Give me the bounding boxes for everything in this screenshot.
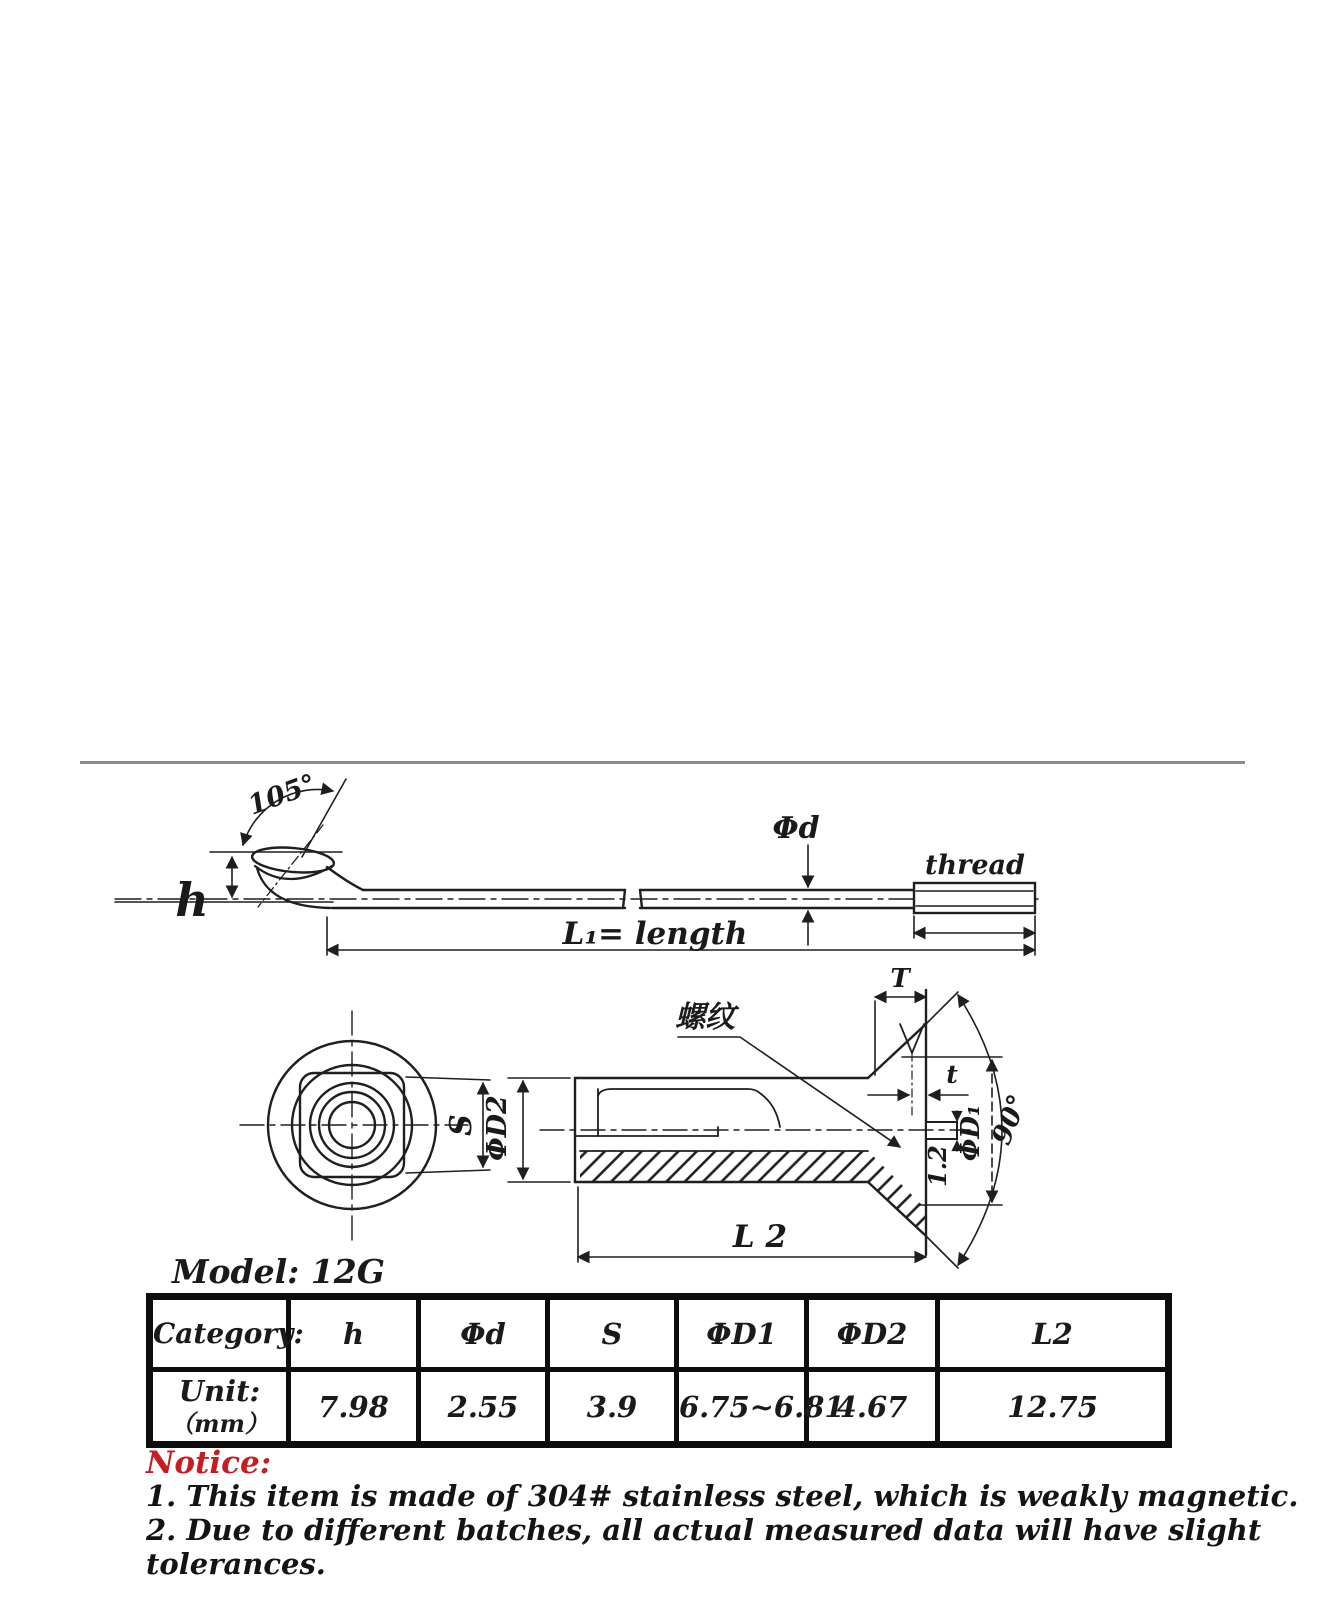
- unit-label: Unit:: [178, 1374, 261, 1409]
- value-phi-d: 2.55: [419, 1370, 548, 1445]
- header-phi-d1: ΦD1: [677, 1297, 807, 1370]
- thread-label: thread: [925, 850, 1025, 881]
- notice-item-1: 1. This item is made of 304# stainless steel, which is weakly magnetic.: [146, 1479, 1299, 1514]
- thread-cn-label: 螺纹: [675, 1000, 735, 1035]
- value-l2: 12.75: [938, 1370, 1169, 1445]
- nipple-diagram: [200, 965, 1180, 1270]
- phi-d2-label: ΦD2: [482, 1095, 513, 1161]
- header-s: S: [548, 1297, 677, 1370]
- s-label: S: [444, 1114, 479, 1136]
- value-phi-d2: 4.67: [807, 1370, 938, 1445]
- phi-d1-label: ΦD₁: [956, 1104, 986, 1162]
- spoke-thread-outline: [914, 883, 1035, 913]
- ninety-degree-label: 90°: [986, 1090, 1035, 1150]
- value-s: 3.9: [548, 1370, 677, 1445]
- section-divider: [80, 761, 1245, 764]
- l2-label: L 2: [732, 1219, 788, 1255]
- phi-d-label: Φd: [772, 811, 820, 846]
- notice-section: [146, 1446, 1326, 1582]
- table-value-row: [150, 1370, 1169, 1445]
- header-l2: L2: [938, 1297, 1169, 1370]
- spec-table: [146, 1293, 1172, 1448]
- notice-item-2: 2. Due to different batches, all actual measured data will have slight tolerances.: [146, 1513, 1262, 1581]
- unit-cell: [150, 1370, 289, 1445]
- length-label: L₁= length: [562, 916, 748, 952]
- table-header-row: [150, 1297, 1169, 1370]
- header-category: Category:: [150, 1297, 289, 1370]
- notice-title: Notice:: [146, 1445, 272, 1481]
- h-label: h: [175, 873, 209, 927]
- value-h: 7.98: [289, 1370, 419, 1445]
- angle-label: 105°: [243, 768, 321, 822]
- header-phi-d2: ΦD2: [807, 1297, 938, 1370]
- unit-mm: （mm）: [170, 1408, 269, 1438]
- nipple-front-view: [240, 1011, 468, 1241]
- t-upper-label: T: [890, 965, 910, 994]
- offset-label: 1.2: [923, 1145, 952, 1187]
- thread-length-dimension: [914, 916, 1035, 955]
- header-h: h: [289, 1297, 419, 1370]
- spoke-head-outline: [251, 825, 363, 908]
- value-phi-d1: 6.75~6.81: [677, 1370, 807, 1445]
- t-lower-label: t: [946, 1060, 958, 1089]
- header-phi-d: Φd: [419, 1297, 548, 1370]
- model-label: Model: 12G: [172, 1252, 385, 1291]
